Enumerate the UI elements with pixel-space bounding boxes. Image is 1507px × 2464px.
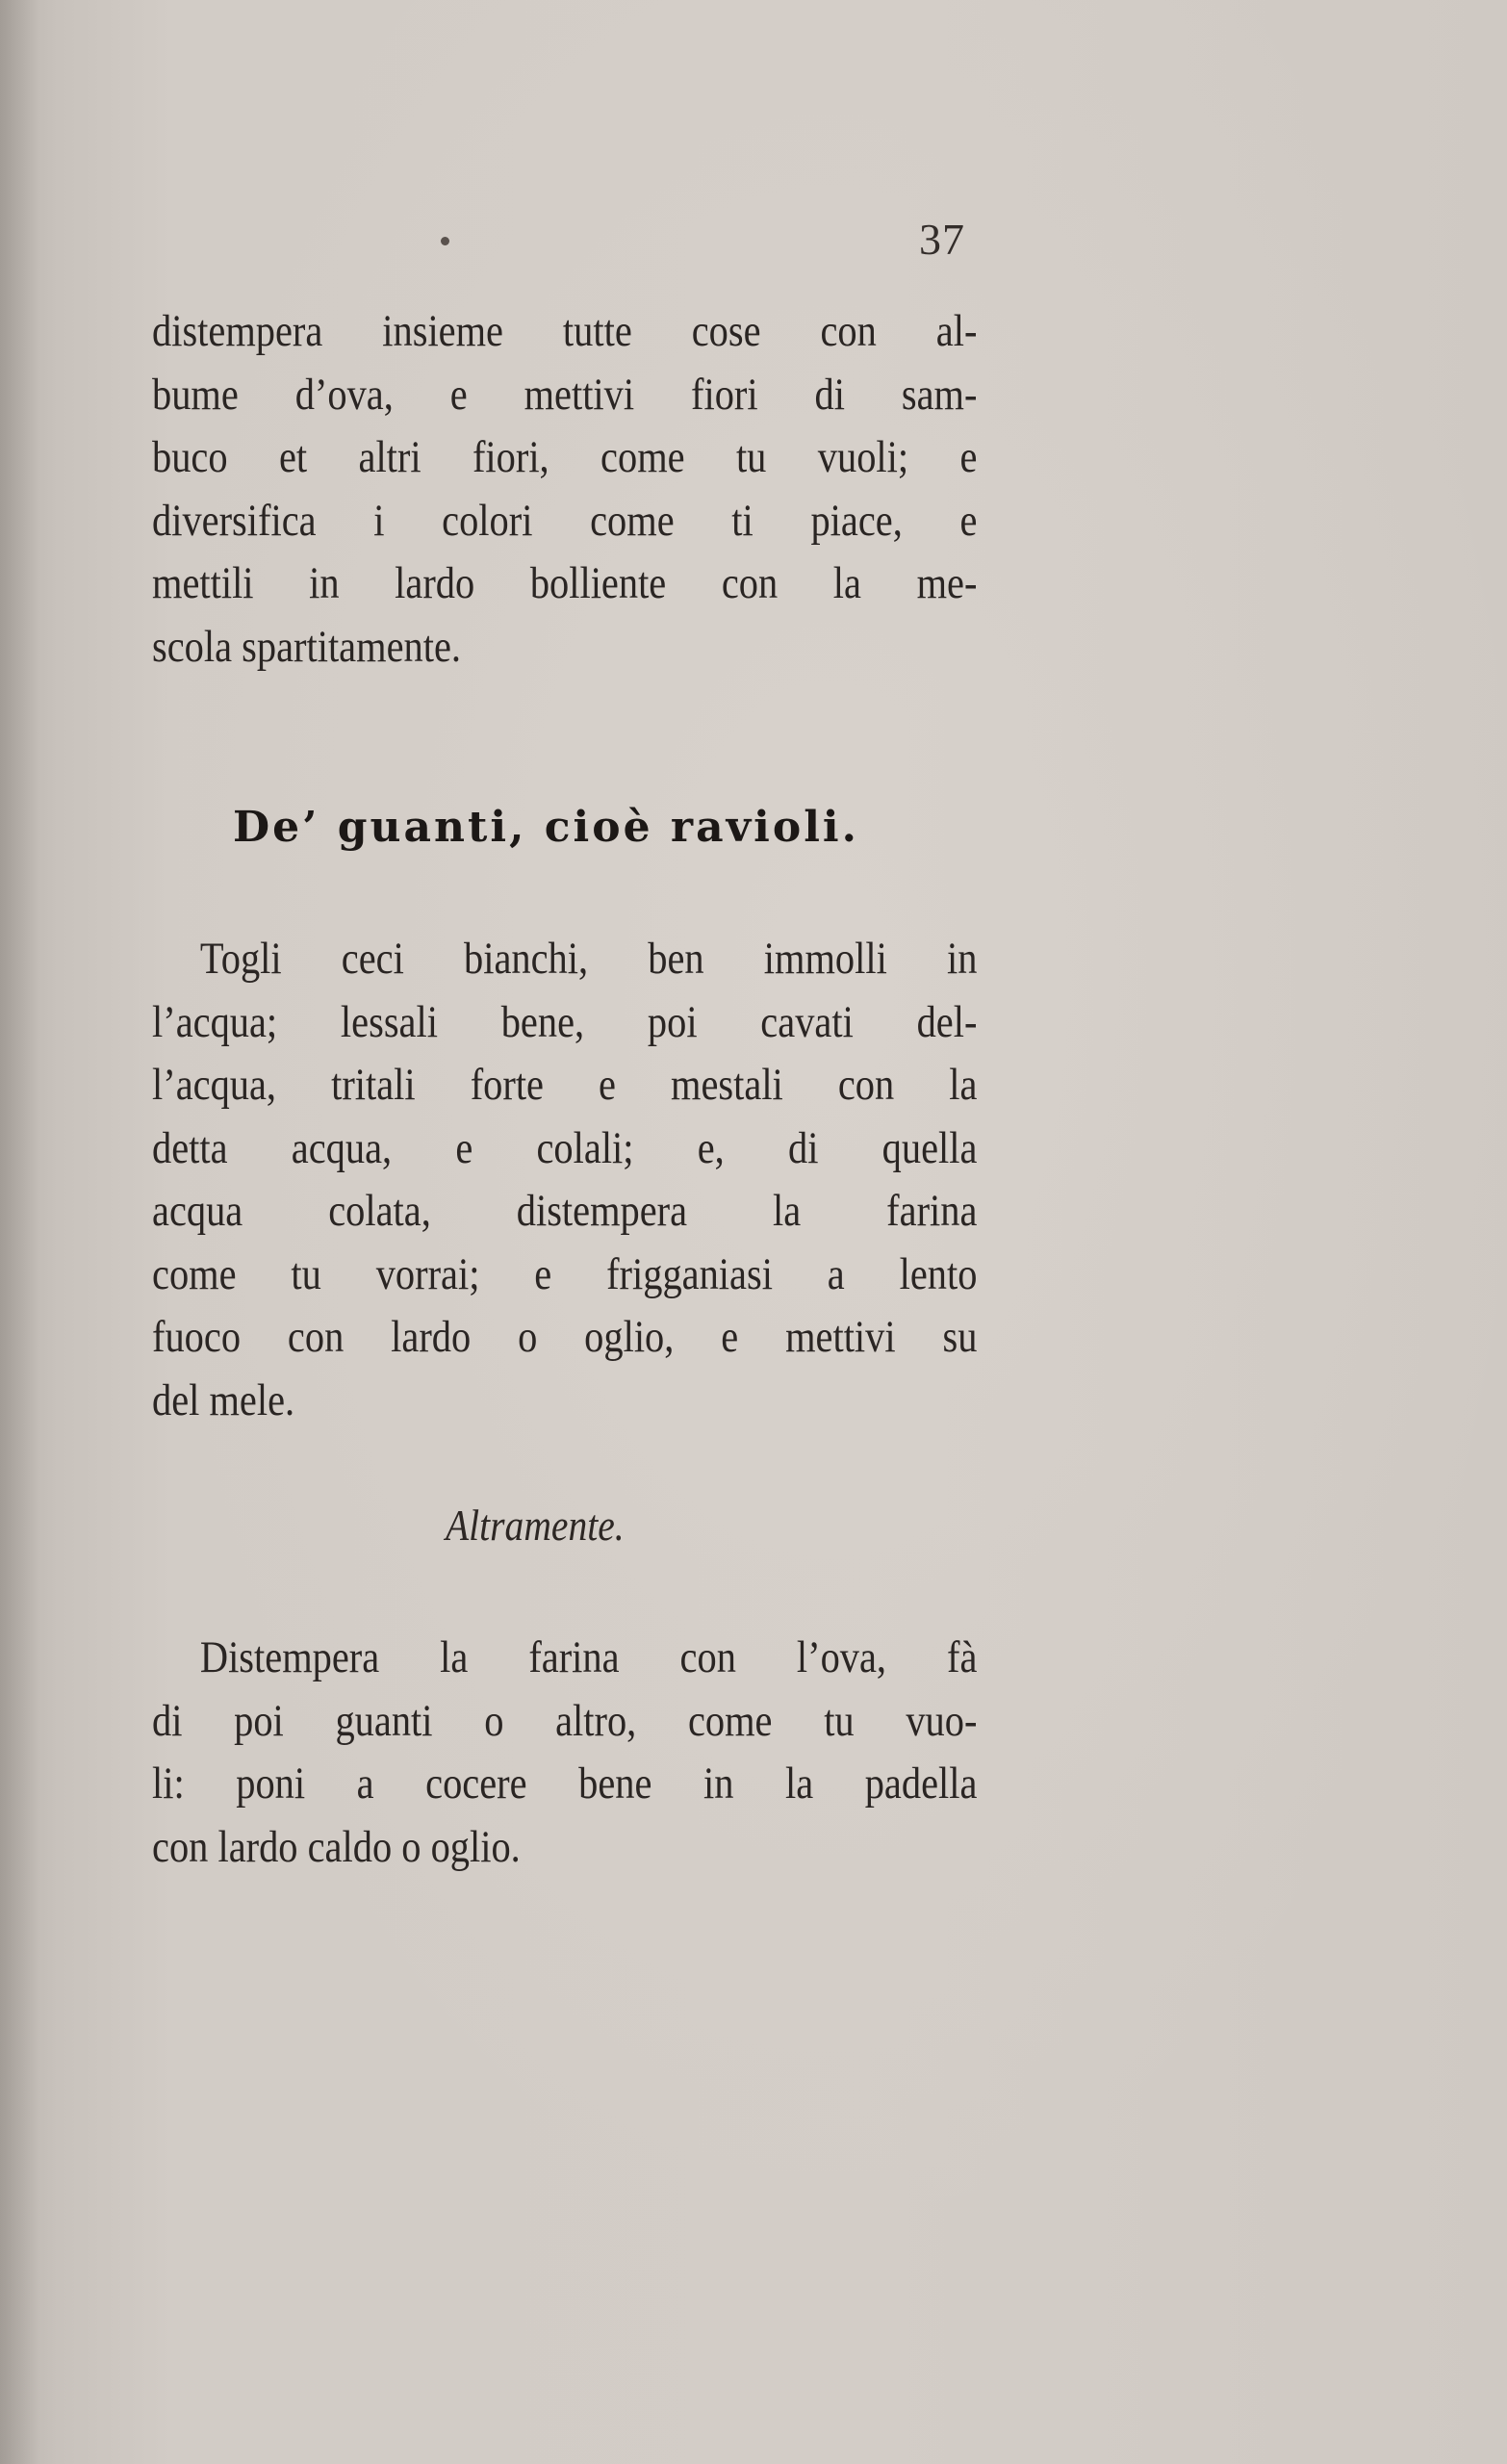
text-line: Distempera la farina con l’ova, fà (199, 1632, 978, 1682)
text-line: con lardo caldo o oglio. (152, 1821, 521, 1872)
gutter-shadow (0, 0, 38, 2464)
text-line: scola spartitamente. (152, 621, 461, 672)
section-heading-italic: Altramente. (446, 1501, 625, 1550)
text-line: bume d’ova, e mettivi fiori di sam- (152, 369, 978, 420)
text-line: l’acqua, tritali forte e mestali con la (152, 1060, 978, 1110)
text-line: fuoco con lardo o oglio, e mettivi su (152, 1312, 978, 1362)
text-line: di poi guanti o altro, come tu vuo- (152, 1695, 978, 1746)
text-line: l’acqua; lessali bene, poi cavati del- (152, 996, 978, 1047)
text-line: Togli ceci bianchi, ben immolli in (199, 934, 978, 984)
section-heading: De’ guanti, cioè ravioli. (233, 803, 859, 852)
text-line: acqua colata, distempera la farina (152, 1186, 978, 1236)
text-line: distempera insieme tutte cose con al- (152, 306, 978, 356)
text-line: buco et altri fiori, come tu vuoli; e (152, 432, 978, 482)
text-line: detta acqua, e colali; e, di quella (152, 1122, 978, 1173)
ink-dot (441, 237, 449, 245)
text-line: come tu vorrai; e frigganiasi a lento (152, 1248, 978, 1299)
page-number: 37 (919, 215, 965, 264)
paragraph-2 (152, 928, 977, 1432)
text-line: del mele. (152, 1374, 295, 1425)
paragraph-3 (152, 1627, 977, 1879)
text-line: diversifica i colori come ti piace, e (152, 495, 978, 546)
text-line: li: poni a cocere bene in la padella (152, 1758, 978, 1809)
paragraph-1 (152, 300, 977, 679)
text-line: mettili in lardo bolliente con la me- (152, 558, 978, 608)
